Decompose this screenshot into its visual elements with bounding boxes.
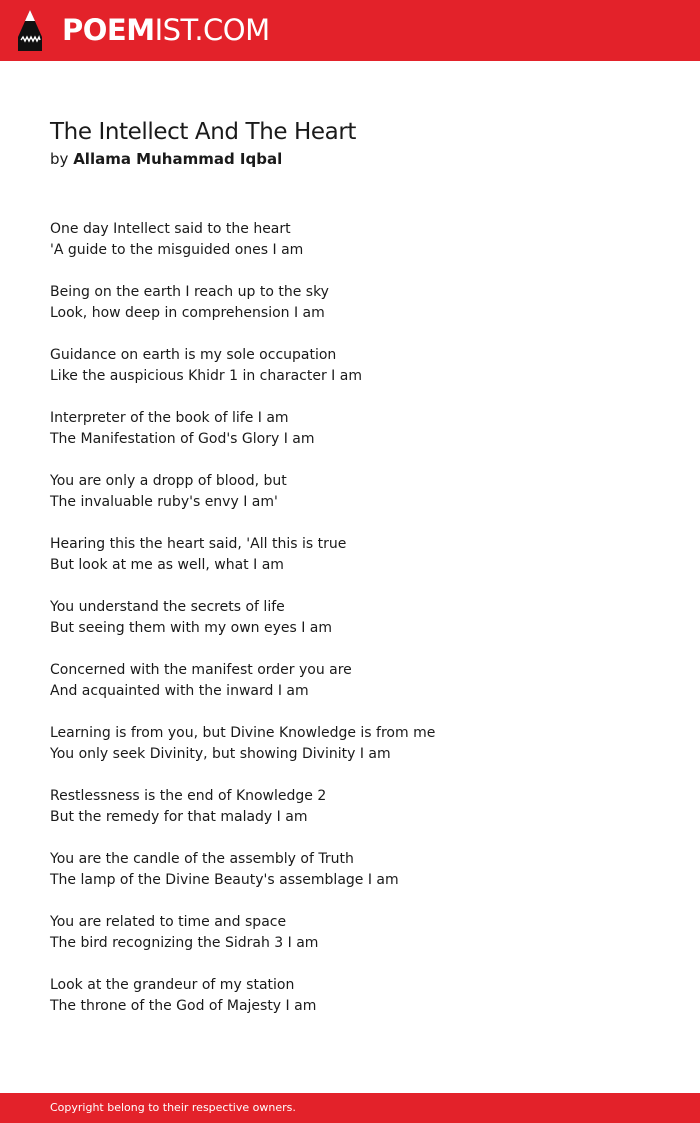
stanza xyxy=(50,534,650,576)
poem-author: Allama Muhammad Iqbal xyxy=(73,150,283,168)
copyright-text: Copyright belong to their respective owners. xyxy=(50,1101,296,1114)
stanza xyxy=(50,471,650,513)
stanza xyxy=(50,660,650,702)
poem-line: 'A guide to the misguided ones I am xyxy=(50,242,304,258)
poem-line: Learning is from you, but Divine Knowledge is from me xyxy=(50,725,436,741)
poem-line: But seeing them with my own eyes I am xyxy=(50,620,333,636)
poem-line: Concerned with the manifest order you are xyxy=(50,662,352,678)
poem-line: The Manifestation of God's Glory I am xyxy=(50,431,315,447)
site-logo-link[interactable] xyxy=(62,13,270,47)
stanza xyxy=(50,849,650,891)
stanza xyxy=(50,219,650,261)
by-label: by xyxy=(50,150,69,168)
site-footer xyxy=(0,1093,700,1123)
stanza xyxy=(50,723,650,765)
poem-line: But look at me as well, what I am xyxy=(50,557,284,573)
poem-line: The bird recognizing the Sidrah 3 I am xyxy=(50,935,319,951)
poem-line: You are related to time and space xyxy=(50,914,287,930)
poem-line: Interpreter of the book of life I am xyxy=(50,410,289,426)
logo-light-text: IST.COM xyxy=(154,13,270,47)
stanza xyxy=(50,345,650,387)
poem-line: Hearing this the heart said, 'All this is true xyxy=(50,536,347,552)
poem-line: You are the candle of the assembly of Truth xyxy=(50,851,354,867)
poem-title: The Intellect And The Heart xyxy=(50,119,357,145)
poem-line: Guidance on earth is my sole occupation xyxy=(50,347,337,363)
poem-line: You understand the secrets of life xyxy=(50,599,285,615)
poem-line: The throne of the God of Majesty I am xyxy=(50,998,317,1014)
poem-line: Look at the grandeur of my station xyxy=(50,977,295,993)
pencil-tip-icon xyxy=(17,9,43,52)
poem-line: One day Intellect said to the heart xyxy=(50,221,291,237)
poem-line: The invaluable ruby's envy I am' xyxy=(50,494,278,510)
stanza xyxy=(50,282,650,324)
poem-line: You only seek Divinity, but showing Divinity I am xyxy=(50,746,391,762)
poem-byline xyxy=(50,149,282,169)
poem-line: Being on the earth I reach up to the sky xyxy=(50,284,329,300)
poem-line: Like the auspicious Khidr 1 in character I am xyxy=(50,368,362,384)
poem-line: Look, how deep in comprehension I am xyxy=(50,305,325,321)
stanza xyxy=(50,786,650,828)
poem-body xyxy=(50,219,650,1038)
stanza xyxy=(50,975,650,1017)
poem-line: The lamp of the Divine Beauty's assemblage I am xyxy=(50,872,399,888)
site-header xyxy=(0,0,700,61)
stanza xyxy=(50,912,650,954)
poem-line: But the remedy for that malady I am xyxy=(50,809,308,825)
stanza xyxy=(50,597,650,639)
poem-line: You are only a dropp of blood, but xyxy=(50,473,287,489)
poem-line: Restlessness is the end of Knowledge 2 xyxy=(50,788,327,804)
logo-bold-text: POEM xyxy=(62,13,155,47)
poem-line: And acquainted with the inward I am xyxy=(50,683,309,699)
stanza xyxy=(50,408,650,450)
